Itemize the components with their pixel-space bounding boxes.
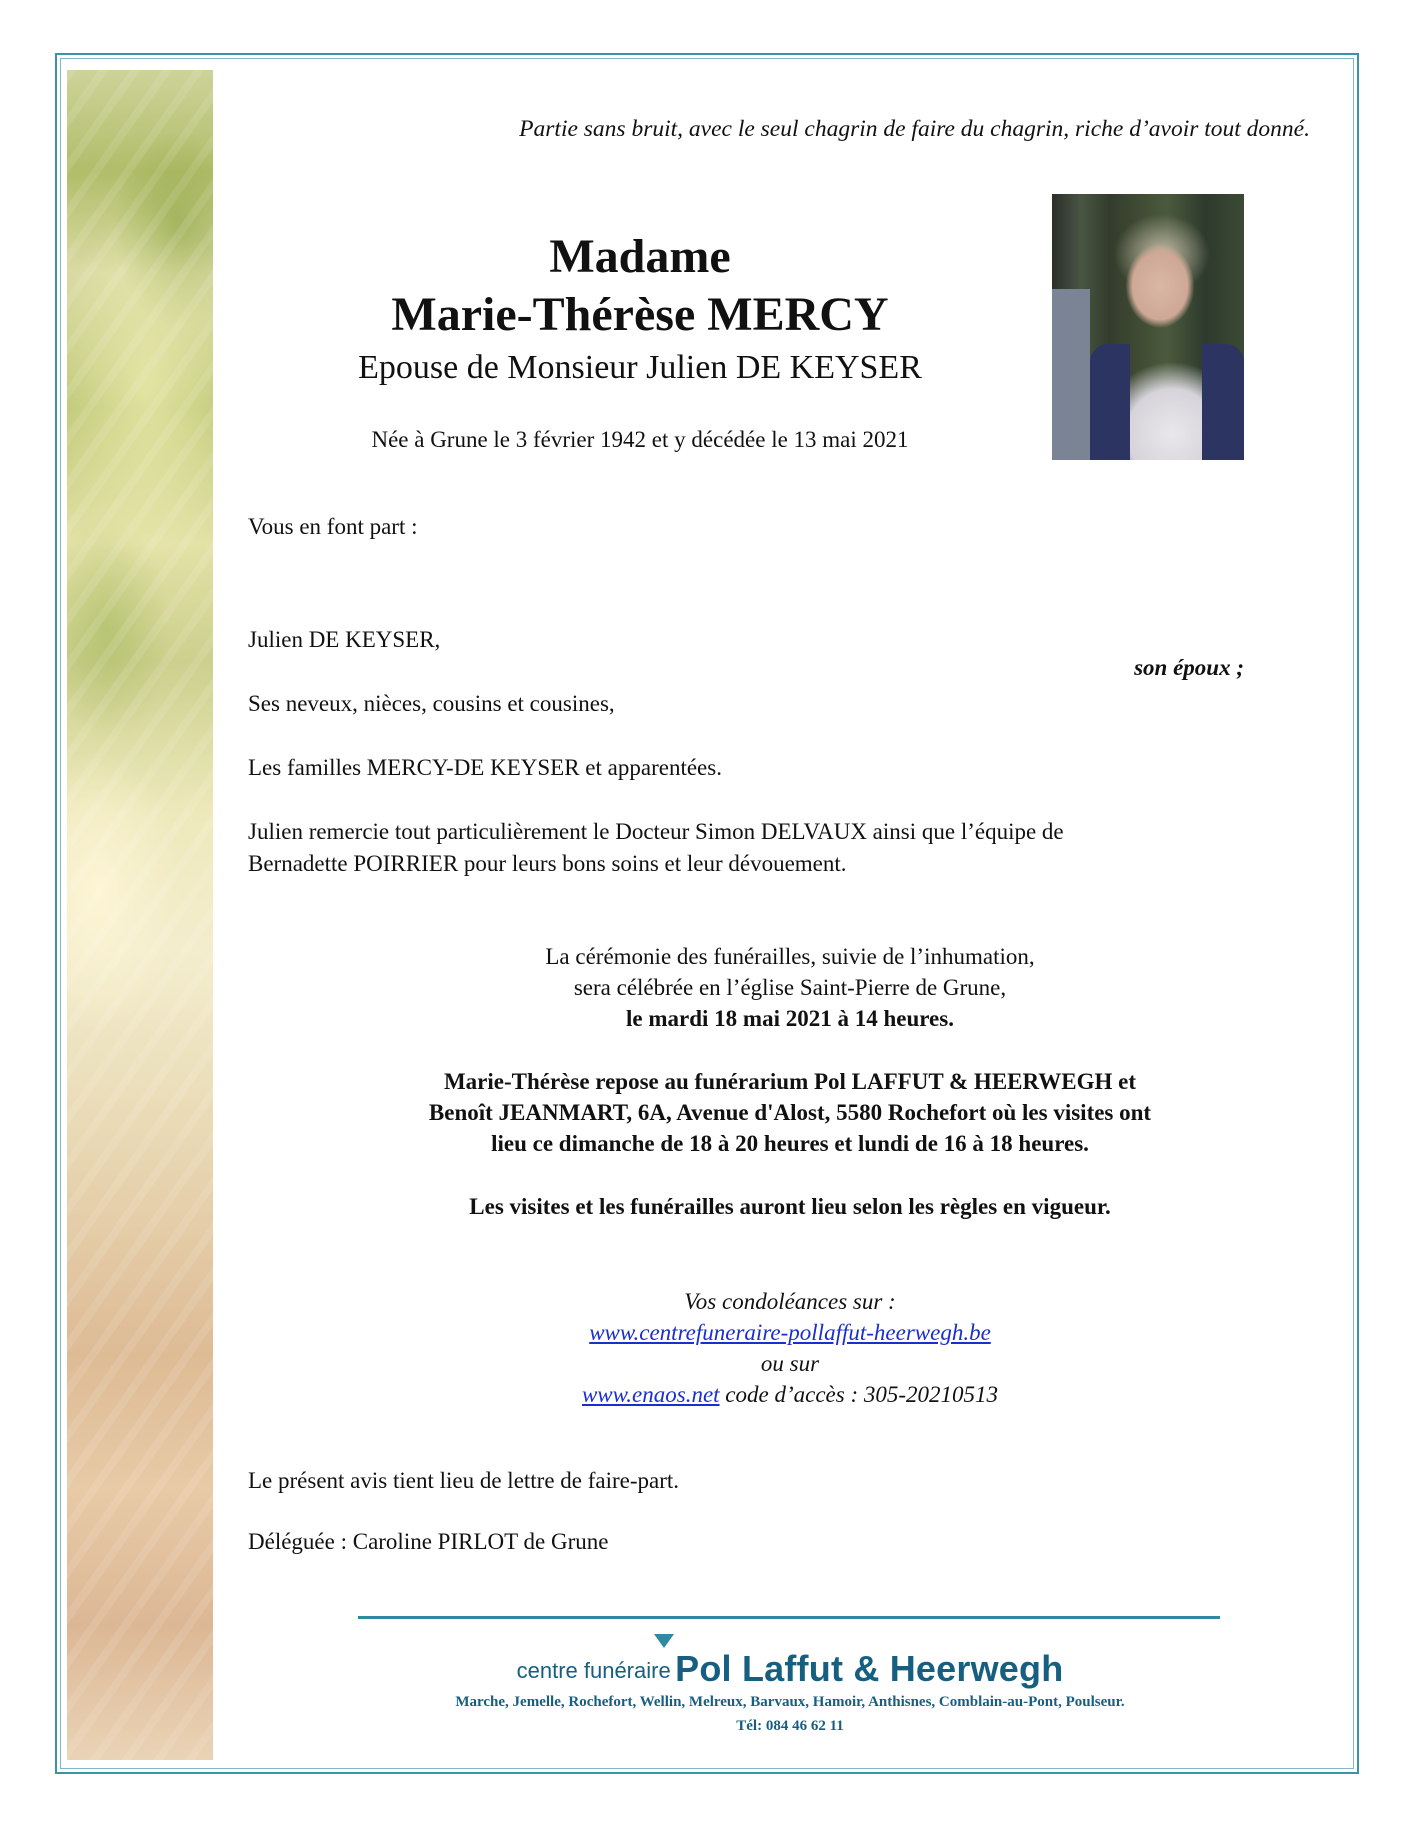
enaos-link[interactable]: www.enaos.net	[581, 1382, 720, 1407]
brand-name: Pol Laffut & Heerwegh	[675, 1648, 1064, 1689]
photo-arm-detail	[1052, 289, 1090, 460]
brand-prefix: centre funéraire	[516, 1658, 671, 1683]
condolences-or: ou sur	[760, 1351, 820, 1376]
photo-vest-right	[1202, 344, 1244, 460]
visitation-line-3: lieu ce dimanche de 18 à 20 heures et lundi de 16 à 18 heures.	[491, 1131, 1089, 1156]
condolences-label: Vos condoléances sur :	[684, 1289, 896, 1314]
ceremony-block	[300, 941, 1280, 1034]
visitation-block	[300, 1066, 1280, 1159]
ceremony-date: le mardi 18 mai 2021 à 14 heures.	[626, 1006, 954, 1031]
ceremony-line-1: La cérémonie des funérailles, suivie de l’inhumation,	[545, 944, 1035, 969]
thanks-line-1: Julien remercie tout particulièrement le Docteur Simon DELVAUX ainsi que l’équipe de	[248, 819, 1064, 844]
birth-death-dates: Née à Grune le 3 février 1942 et y décédée le 13 mai 2021	[371, 427, 909, 452]
forest-path-image	[67, 70, 213, 1760]
intro-line: Vous en font part :	[248, 514, 418, 539]
thanks-line-2: Bernadette POIRRIER pour leurs bons soins et leur dévouement.	[248, 851, 847, 876]
condolences-block	[300, 1286, 1280, 1410]
mourner-relatives: Ses neveux, nièces, cousins et cousines,	[248, 691, 615, 716]
mourner-spouse: Julien DE KEYSER,	[248, 627, 441, 652]
delegate-line: Déléguée : Caroline PIRLOT de Grune	[248, 1529, 609, 1554]
deceased-name: Marie-Thérèse MERCY	[391, 288, 889, 341]
rules-notice: Les visites et les funérailles auront lieu selon les règles en vigueur.	[469, 1194, 1111, 1219]
faire-part-notice: Le présent avis tient lieu de lettre de faire-part.	[248, 1468, 680, 1493]
salutation: Madame	[549, 230, 731, 283]
ceremony-line-2: sera célébrée en l’église Saint-Pierre de Grune,	[573, 975, 1007, 1000]
spouse-line: Epouse de Monsieur Julien DE KEYSER	[358, 349, 922, 386]
photo-vest-left	[1090, 344, 1130, 460]
brand-triangle-icon	[654, 1634, 674, 1648]
funeral-home-link[interactable]: www.centrefuneraire-pollaffut-heerwegh.be	[589, 1320, 991, 1345]
spouse-role: son époux ;	[1134, 655, 1244, 680]
brand-towns: Marche, Jemelle, Rochefort, Wellin, Melreux, Barvaux, Hamoir, Anthisnes, Comblain-au-Pont, Poulseur.	[455, 1694, 1125, 1710]
access-code: code d’accès : 305-20210513	[719, 1382, 999, 1407]
portrait-photo	[1052, 194, 1244, 460]
visitation-line-2: Benoît JEANMART, 6A, Avenue d'Alost, 5580 Rochefort où les visites ont	[428, 1100, 1152, 1125]
footer-rule	[358, 1616, 1220, 1619]
title-block	[240, 228, 1040, 390]
visitation-line-1: Marie-Thérèse repose au funérarium Pol LAFFUT & HEERWEGH et	[443, 1069, 1137, 1094]
brand-logo	[300, 1648, 1280, 1690]
mourner-families: Les familles MERCY-DE KEYSER et apparentées.	[248, 755, 722, 780]
brand-phone: Tél: 084 46 62 11	[736, 1718, 844, 1734]
epitaph-quote: Partie sans bruit, avec le seul chagrin de faire du chagrin, riche d’avoir tout donné.	[519, 116, 1310, 142]
